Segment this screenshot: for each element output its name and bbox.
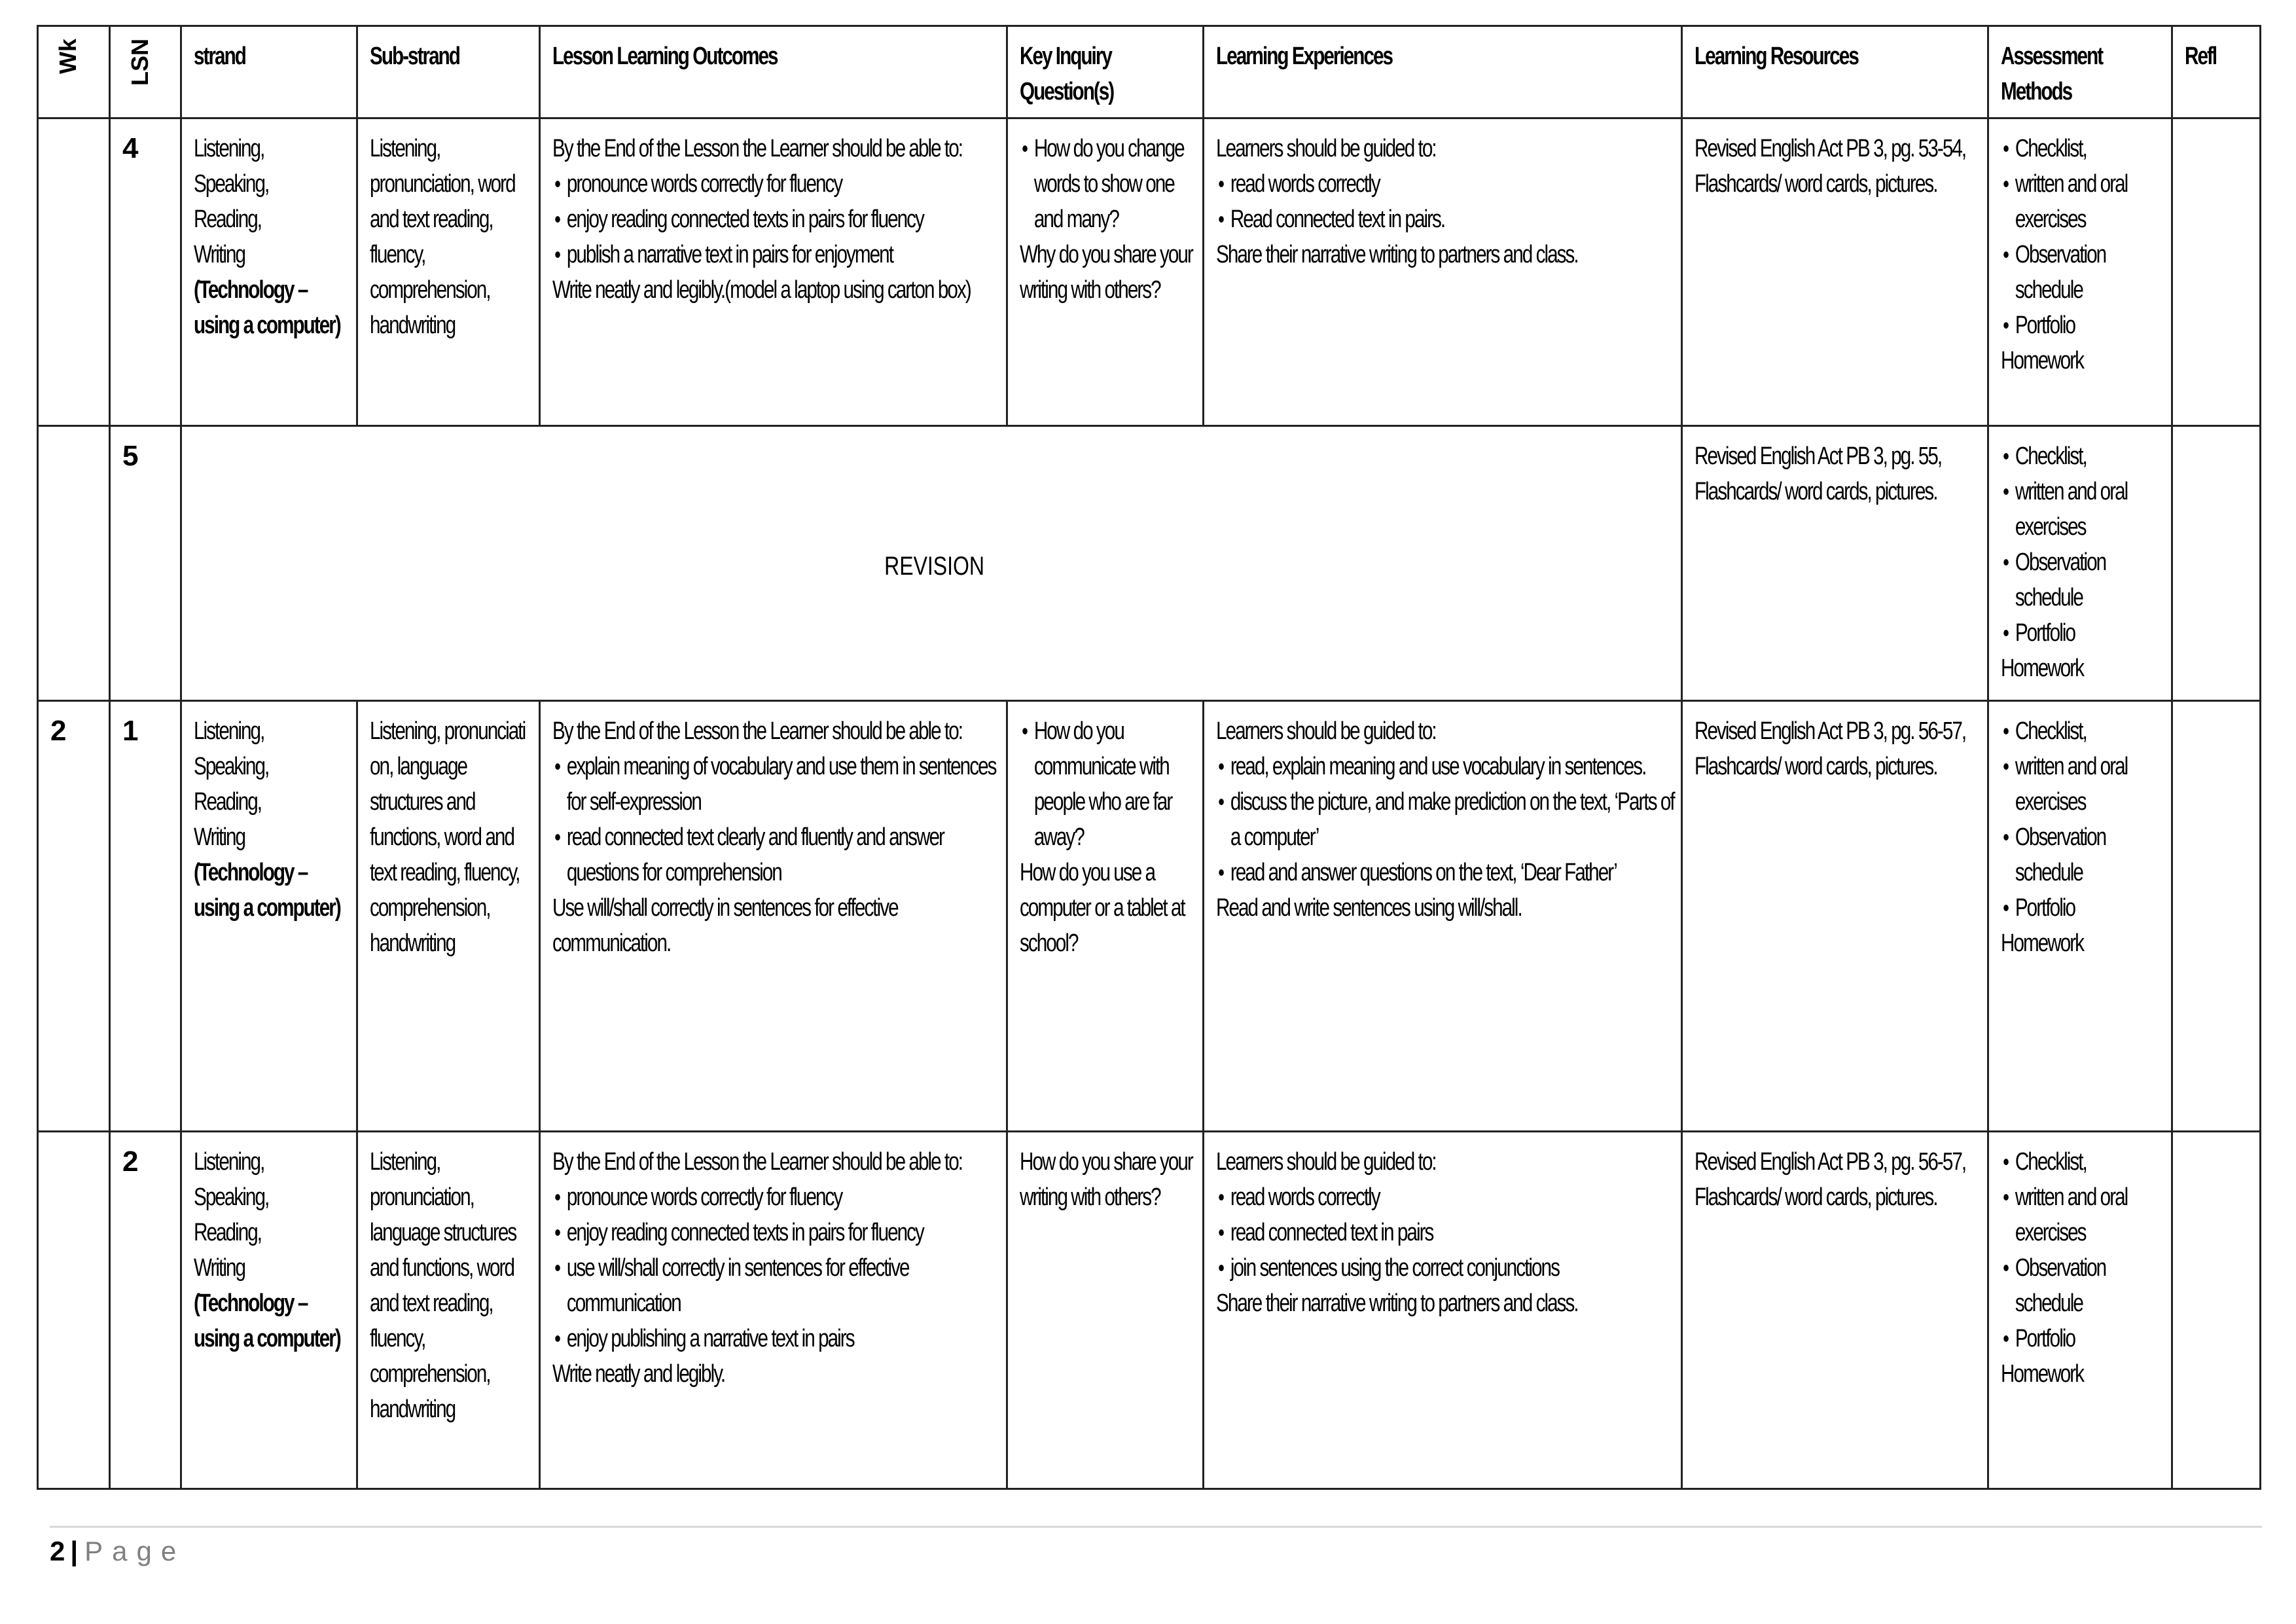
cell-experiences: Learners should be guided to: • read, explain meaning and use vocabulary in sentences. • discuss the picture, and make prediction on the text, ‘Parts of a computer’ • read and answer questions on the text, ‘Dear Father’ Read and write sentences using will/shall. [1204,701,1682,1132]
cell-experiences: Learners should be guided to: • read words correctly • Read connected text in pairs. Share their narrative writing to partners and class. [1204,118,1682,426]
cell-strand: Listening, Speaking, Reading, Writing (Technology – using a computer) [181,118,357,426]
page-label: Page [84,1536,186,1566]
header-row [38,26,2261,118]
header-wk: Wk [38,26,110,118]
cell-key-inquiry: • How do you communicate with people who are far away? How do you use a computer or a tablet at school? [1007,701,1204,1132]
cell-lsn: 4 [110,118,181,426]
table-row [38,426,2261,701]
cell-experiences: Learners should be guided to: • read words correctly • read connected text in pairs • join sentences using the correct conjunctions Share their narrative writing to partners and class. [1204,1132,1682,1489]
cell-strand: Listening, Speaking, Reading, Writing (Technology – using a computer) [181,1132,357,1489]
table-row [38,701,2261,1132]
cell-wk: 2 [38,701,110,1132]
header-refl: Refl [2172,26,2261,118]
cell-strand: Listening, Speaking, Reading, Writing (Technology – using a computer) [181,701,357,1132]
cell-assessment: • Checklist, • written and oral exercises • Observation schedule • Portfolio Homework [1988,701,2172,1132]
scheme-of-work-table [37,25,2261,1490]
header-strand: strand [181,26,357,118]
cell-assessment: • Checklist, • written and oral exercises • Observation schedule • Portfolio Homework [1988,426,2172,701]
header-assessment: Assessment Methods [1988,26,2172,118]
cell-wk [38,118,110,426]
header-experiences: Learning Experiences [1204,26,1682,118]
cell-outcomes: By the End of the Lesson the Learner should be able to: • explain meaning of vocabulary and use them in sentences for self-expression • read connected text clearly and fluently and answer questions for comprehension Use will/shall correctly in sentences for effective communication. [540,701,1007,1132]
table-row [38,1132,2261,1489]
cell-assessment: • Checklist, • written and oral exercises • Observation schedule • Portfolio Homework [1988,118,2172,426]
footer-separator: | [70,1536,79,1566]
header-lsn: LSN [110,26,181,118]
cell-sub-strand: Listening, pronunciati on, language structures and functions, word and text reading, fluency, comprehension, handwriting [357,701,540,1132]
cell-sub-strand: Listening, pronunciation, word and text reading, fluency, comprehension, handwriting [357,118,540,426]
cell-sub-strand: Listening, pronunciation, language structures and functions, word and text reading, fluency, comprehension, handwriting [357,1132,540,1489]
footer-divider [50,1526,2262,1528]
cell-resources: Revised English Act PB 3, pg. 56-57, Flashcards/ word cards, pictures. [1682,701,1988,1132]
page-footer [50,1532,185,1571]
cell-outcomes: By the End of the Lesson the Learner should be able to: • pronounce words correctly for fluency • enjoy reading connected texts in pairs for fluency • use will/shall correctly in sentences for effective communication • enjoy publishing a narrative text in pairs Write neatly and legibly. [540,1132,1007,1489]
header-resources: Learning Resources [1682,26,1988,118]
cell-lsn: 2 [110,1132,181,1489]
cell-revision: REVISION [181,426,1682,701]
cell-wk [38,426,110,701]
cell-wk [38,1132,110,1489]
header-key-inquiry: Key Inquiry Question(s) [1007,26,1204,118]
cell-refl [2172,426,2261,701]
header-outcomes: Lesson Learning Outcomes [540,26,1007,118]
cell-resources: Revised English Act PB 3, pg. 56-57, Flashcards/ word cards, pictures. [1682,1132,1988,1489]
cell-lsn: 1 [110,701,181,1132]
header-sub-strand: Sub-strand [357,26,540,118]
cell-resources: Revised English Act PB 3, pg. 53-54, Flashcards/ word cards, pictures. [1682,118,1988,426]
cell-key-inquiry: • How do you change words to show one and many? Why do you share your writing with others? [1007,118,1204,426]
cell-assessment: • Checklist, • written and oral exercises • Observation schedule • Portfolio Homework [1988,1132,2172,1489]
cell-key-inquiry: How do you share your writing with others? [1007,1132,1204,1489]
cell-outcomes: By the End of the Lesson the Learner should be able to: • pronounce words correctly for fluency • enjoy reading connected texts in pairs for fluency • publish a narrative text in pairs for enjoyment Write neatly and legibly.(model a laptop using carton box) [540,118,1007,426]
cell-refl [2172,118,2261,426]
cell-refl [2172,701,2261,1132]
cell-lsn: 5 [110,426,181,701]
cell-resources: Revised English Act PB 3, pg. 55, Flashcards/ word cards, pictures. [1682,426,1988,701]
page-number: 2 [50,1536,65,1566]
cell-refl [2172,1132,2261,1489]
table-row [38,118,2261,426]
